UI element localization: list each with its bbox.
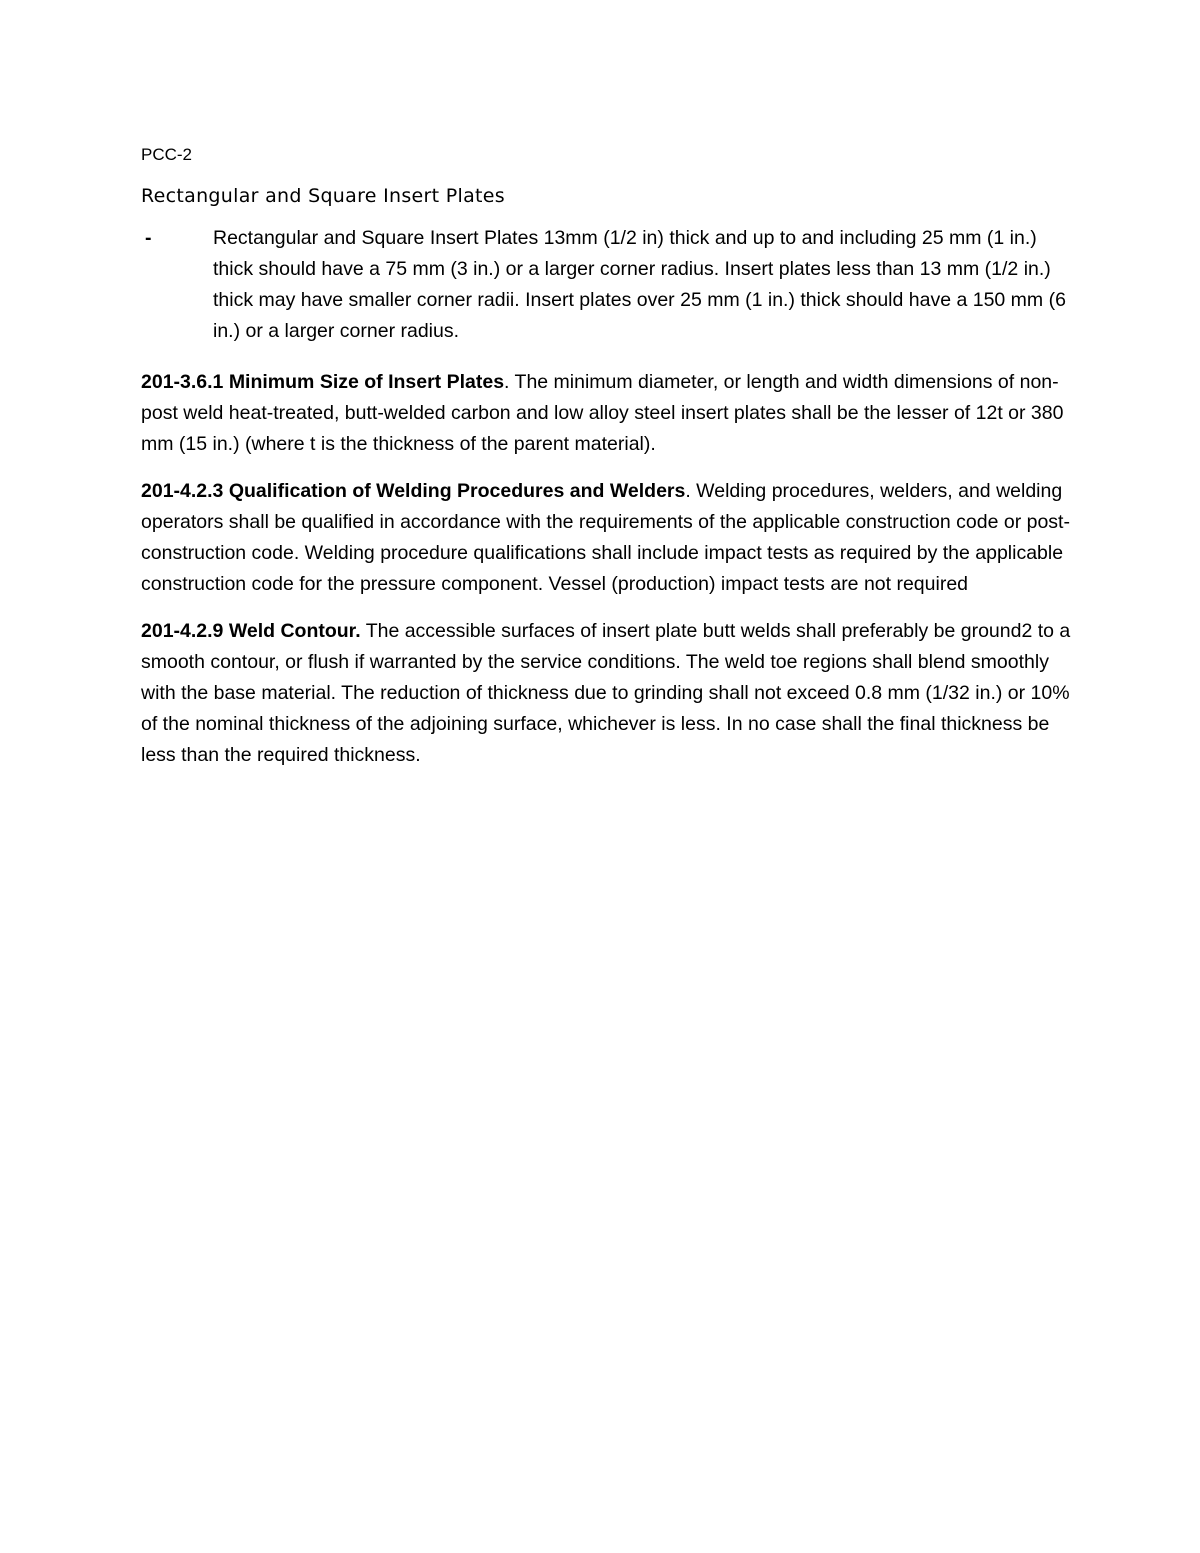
bullet-item (141, 223, 1071, 347)
section-body: The accessible surfaces of insert plate butt welds shall preferably be ground2 to a smooth contour, or flush if warranted by the service conditions. The weld toe regions shall blend smoothly with the base material. The reduction of thickness due to grinding shall not exceed 0.8 mm (1/32 in.) or 10% of the nominal thickness of the adjoining surface, whichever is less. In no case shall the final thickness be less than the required thickness. (141, 620, 1071, 766)
document-id: PCC-2 (141, 145, 193, 164)
section-weld-contour (141, 616, 1071, 771)
document-content (141, 143, 1071, 787)
document-title: Rectangular and Square Insert Plates (141, 185, 505, 207)
section-minimum-size (141, 367, 1071, 460)
bullet-text: Rectangular and Square Insert Plates 13mm (1/2 in) thick and up to and including 25 mm (1 in.) thick should have a 75 mm (3 in.) or a larger corner radius. Insert plates less than 13 mm (1/2 in.) thick may have smaller corner radii. Insert plates over 25 mm (1 in.) thick should have a 150 mm (6 in.) or a larger corner radius. (213, 227, 1066, 342)
section-heading: 201-4.2.3 Qualification of Welding Procedures and Welders (141, 480, 686, 502)
section-body: . Welding procedures, welders, and welding operators shall be qualified in accordance with the requirements of the applicable construction code or post-construction code. Welding procedure qualifications shall include impact tests as required by the applicable construction code for the pressure component. Vessel (production) impact tests are not required (141, 480, 1070, 595)
section-heading: 201-3.6.1 Minimum Size of Insert Plates (141, 371, 505, 393)
section-heading: 201-4.2.9 Weld Contour. (141, 620, 361, 642)
bullet-dash: - (145, 227, 152, 249)
section-qualification (141, 476, 1071, 600)
bullet-list (141, 223, 1071, 347)
section-body: . The minimum diameter, or length and width dimensions of non-post weld heat-treated, butt-welded carbon and low alloy steel insert plates shall be the lesser of 12t or 380 mm (15 in.) (where t is the thickness of the parent material). (141, 371, 1064, 455)
